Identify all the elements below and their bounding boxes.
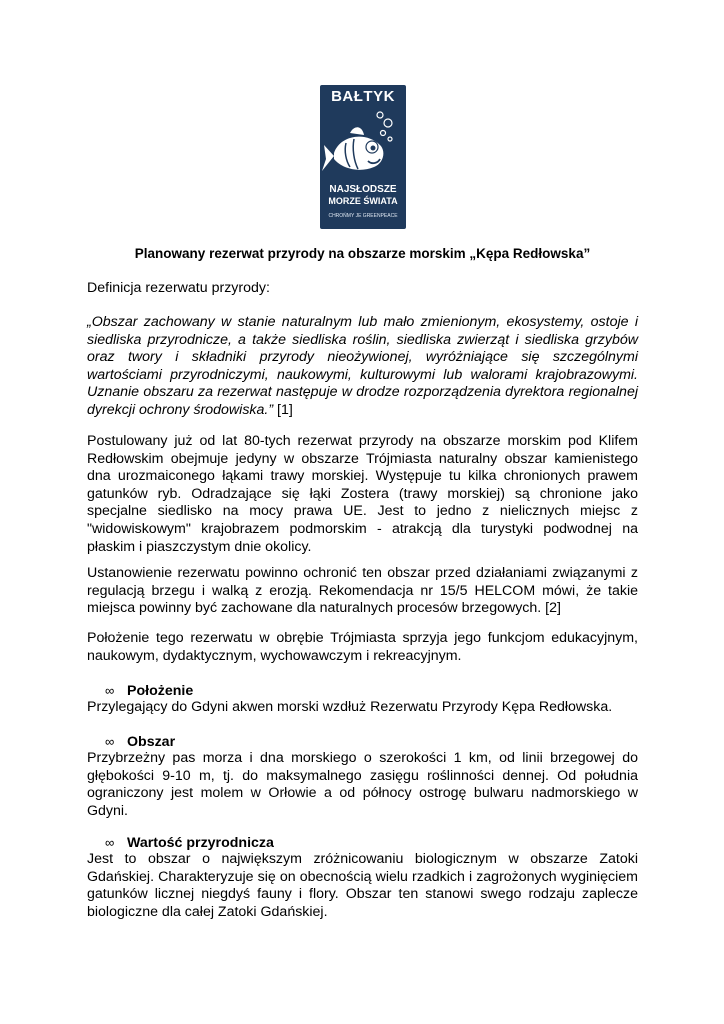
paragraph-2: Ustanowienie rezerwatu powinno ochronić ten obszar przed działaniami związanymi z regulacją brzegu i walką z erozją. Rekomendacja nr 15/5 HELCOM mówi, że takie miejsca powinny być zachowane dla naturalnych procesów brzegowych. [2] bbox=[87, 565, 638, 617]
definition-reference: [1] bbox=[273, 401, 293, 418]
bullet-icon: ∞ bbox=[105, 734, 115, 749]
logo-line-2: MORZE ŚWIATA bbox=[328, 196, 398, 206]
section-heading-text: Wartość przyrodnicza bbox=[127, 835, 274, 851]
bullet-icon: ∞ bbox=[105, 835, 115, 850]
baltyk-logo bbox=[320, 85, 406, 229]
section-text-wartosc: Jest to obszar o największym zróżnicowaniu biologicznym w obszarze Zatoki Gdańskiej. Charakteryzuje się on obecnością wielu rzadkich i zagrożonych wyginięciem gatunków licznej niegdyś fauny i flory. Obszar ten stanowi swego rodzaju zaplecze biologiczne dla całej Zatoki Gdańskiej. bbox=[87, 851, 638, 920]
section-heading-polozenie bbox=[105, 682, 193, 700]
logo-line-1: NAJSŁODSZE bbox=[329, 184, 397, 195]
bullet-icon: ∞ bbox=[105, 683, 115, 698]
logo-tagline: CHROŃMY JE GREENPEACE bbox=[328, 213, 398, 219]
fish-icon bbox=[320, 109, 406, 179]
section-text-obszar: Przybrzeżny pas morza i dna morskiego o szerokości 1 km, od linii brzegowej do głębokości 9-10 m, tj. do maksymalnego zasięgu roślinności dennej. Od południa ograniczony jest molem w Orłowie a od północy ostrogę bulwaru nadmorskiego w Gdyni. bbox=[87, 750, 638, 819]
definition-quote: „Obszar zachowany w stanie naturalnym lub mało zmienionym, ekosystemy, ostoje i siedliska przyrodnicze, a także siedliska roślin, siedliska zwierząt i siedliska grzybów oraz twory i składniki przyrody nieożywionej, wyróżniające się szczególnymi wartościami przyrodniczymi, naukowymi, kulturowymi lub walorami krajobrazowymi. Uznanie obszaru za rezerwat następuje w drodze rozporządzenia dyrektora regionalnej dyrekcji ochrony środowiska.” bbox=[87, 314, 638, 418]
definition-label: Definicja rezerwatu przyrody: bbox=[87, 280, 270, 296]
section-heading-text: Obszar bbox=[127, 734, 176, 750]
logo-title: BAŁTYK bbox=[331, 88, 395, 105]
definition-paragraph bbox=[87, 314, 638, 420]
section-heading-obszar bbox=[105, 733, 175, 751]
section-text-polozenie: Przylegający do Gdyni akwen morski wzdłuż Rezerwatu Przyrody Kępa Redłowska. bbox=[87, 699, 613, 715]
document-title: Planowany rezerwat przyrody na obszarze morskim „Kępa Redłowska” bbox=[134, 246, 591, 261]
section-heading-text: Położenie bbox=[127, 683, 194, 699]
section-heading-wartosc bbox=[105, 834, 274, 852]
paragraph-1: Postulowany już od lat 80-tych rezerwat przyrody na obszarze morskim pod Klifem Redłowskim obejmuje jedyny w obszarze Trójmiasta naturalny obszar kamienistego dna urozmaiconego łąkami trawy morskiej. Występuje tu kilka chronionych prawem gatunków ryb. Odradzające się łąki Zostera (trawy morskiej) są chronione jako specjalne siedlisko na mocy prawa UE. Jest to jedno z nielicznych miejsc z "widowiskowym" krajobrazem podmorskim - atrakcją dla turystyki podwodnej na płaskim i piaszczystym dnie okolicy. bbox=[87, 433, 638, 555]
paragraph-3: Położenie tego rezerwatu w obrębie Trójmiasta sprzyja jego funkcjom edukacyjnym, naukowym, dydaktycznym, wychowawczym i rekreacyjnym. bbox=[87, 630, 638, 664]
